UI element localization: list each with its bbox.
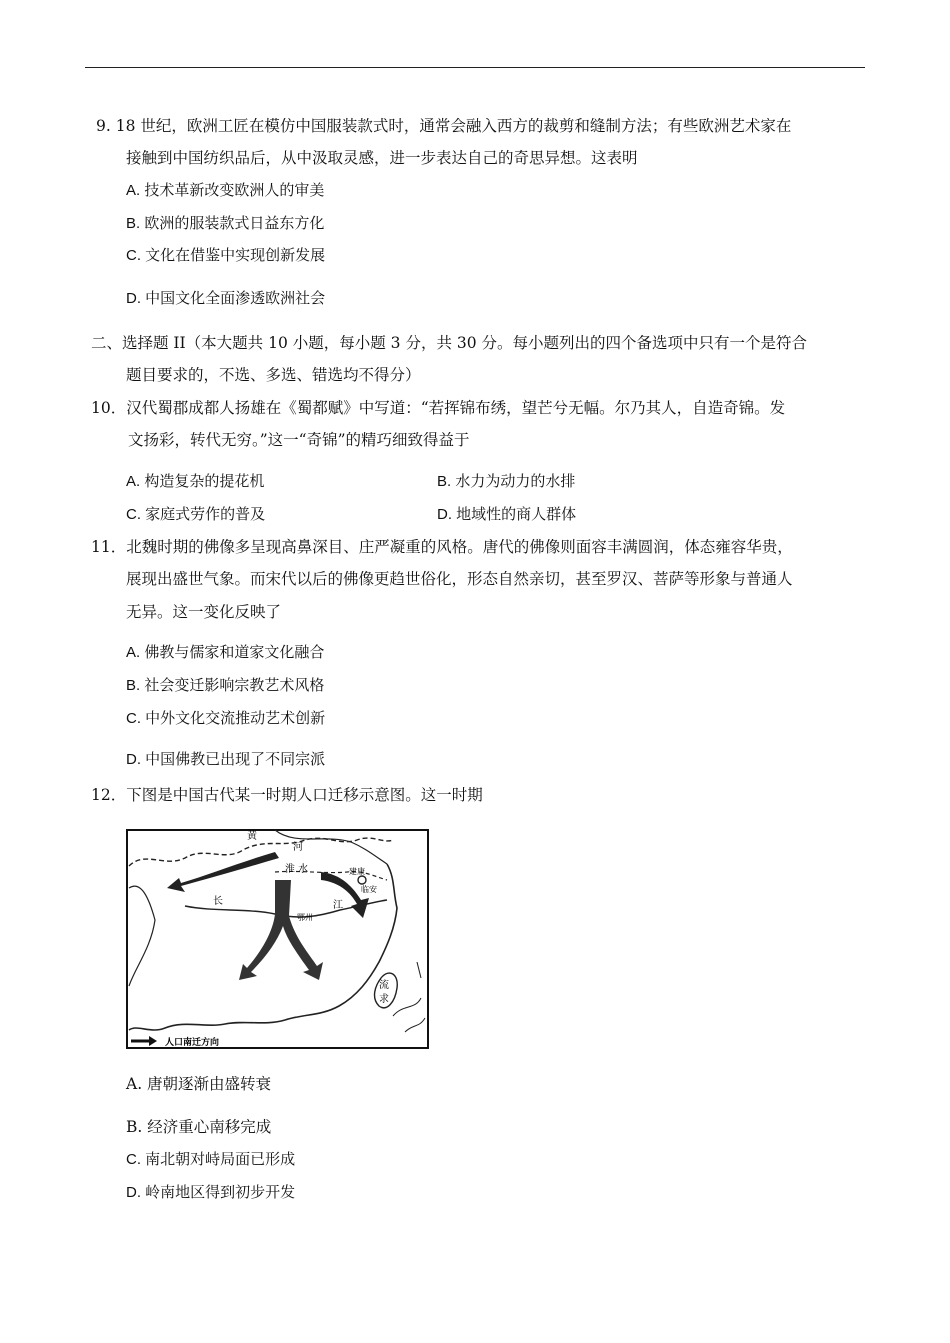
q10-option-c: C. 家庭式劳作的普及 (126, 506, 266, 523)
q11-option-d: D. 中国佛教已出现了不同宗派 (126, 751, 326, 768)
label-qiu: 求 (379, 994, 389, 1005)
q10-option-a: A. 构造复杂的提花机 (126, 473, 265, 490)
label-linan: 临安 (361, 885, 377, 894)
q12-stem-line1: 12．下图是中国古代某一时期人口迁移示意图。这一时期 (91, 786, 483, 804)
label-jiankang: 建康 (349, 867, 365, 876)
linan-city-marker (358, 876, 366, 884)
q10-stem-line1: 10．汉代蜀郡成都人扬雄在《蜀都赋》中写道：“若挥锦布绣，望芒兮无幅。尔乃其人，自造奇锦。发 (91, 399, 786, 417)
q9-option-b: B. 欧洲的服装款式日益东方化 (126, 215, 325, 232)
q11-stem-line3: 无异。这一变化反映了 (126, 603, 282, 621)
q12-option-d: D. 岭南地区得到初步开发 (126, 1184, 296, 1201)
label-huaishui: 淮 水 (285, 864, 309, 875)
label-liu: 流 (379, 980, 389, 991)
q9-option-c: C. 文化在借鉴中实现创新发展 (126, 247, 326, 264)
section2-heading-line1: 二、选择题 II（本大题共 10 小题，每小题 3 分，共 30 分。每小题列出的四个备选项中只有一个是符合 (91, 334, 808, 352)
map-frame (127, 830, 428, 1048)
q12-option-b: B. 经济重心南移完成 (126, 1118, 272, 1136)
q9-option-a: A. 技术革新改变欧洲人的审美 (126, 182, 325, 199)
legend-label: 人口南迁方向 (165, 1038, 220, 1048)
q11-option-c: C. 中外文化交流推动艺术创新 (126, 710, 326, 727)
q12-option-c: C. 南北朝对峙局面已形成 (126, 1151, 296, 1168)
migration-map-svg (125, 828, 430, 1050)
q10-stem-line2: 文扬彩，转代无穷。”这一“奇锦”的精巧细致得益于 (128, 431, 470, 449)
section2-heading-line2: 题目要求的，不选、多选、错选均不得分） (126, 366, 421, 384)
q11-option-b: B. 社会变迁影响宗教艺术风格 (126, 677, 325, 694)
label-he: 河 (293, 842, 303, 853)
q9-stem-line1: 9. 18 世纪，欧洲工匠在模仿中国服装款式时，通常会融入西方的裁剪和缝制方法；有些欧洲艺术家在 (96, 117, 792, 135)
label-huang: 黄 (247, 831, 257, 842)
q10-option-b: B. 水力为动力的水排 (437, 473, 576, 490)
migration-map (125, 828, 430, 1050)
q11-stem-line1: 11．北魏时期的佛像多呈现高鼻深目、庄严凝重的风格。唐代的佛像则面容丰满圆润，体态雍容华贵， (91, 538, 793, 556)
q11-option-a: A. 佛教与儒家和道家文化融合 (126, 644, 325, 661)
header-rule (85, 67, 865, 68)
q10-option-d: D. 地域性的商人群体 (437, 506, 577, 523)
q11-stem-line2: 展现出盛世气象。而宋代以后的佛像更趋世俗化，形态自然亲切，甚至罗汉、菩萨等形象与普通人 (126, 570, 793, 588)
q9-stem-line2: 接触到中国纺织品后，从中汲取灵感，进一步表达自己的奇思异想。这表明 (126, 149, 638, 167)
q12-option-a: A. 唐朝逐渐由盛转衰 (126, 1075, 272, 1093)
label-chang: 长 (213, 896, 223, 907)
label-ezhou: 鄂州 (297, 913, 313, 922)
q9-option-d: D. 中国文化全面渗透欧洲社会 (126, 290, 326, 307)
label-jiang: 江 (333, 900, 343, 911)
